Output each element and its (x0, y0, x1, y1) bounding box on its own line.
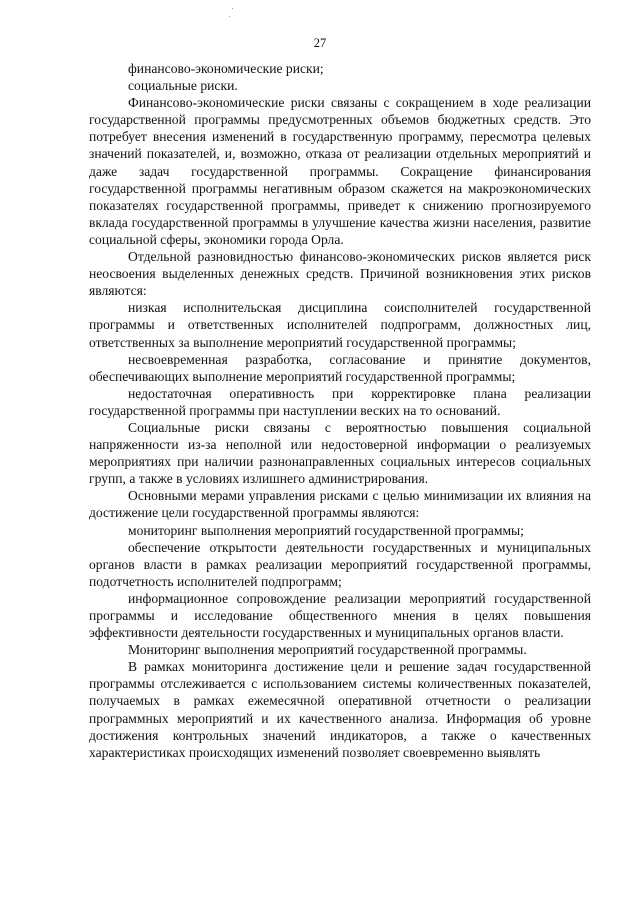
list-item-transparency: обеспечение открытости деятельности государственных и муниципальных органов власти в рамках реализации мероприятий государственной программы, подотчетность исполнителей подпрограмм; (89, 539, 591, 589)
list-item-insufficient-responsiveness: недостаточная оперативность при корректировке плана реализации государственной программы при наступлении веских на то оснований. (89, 385, 591, 418)
list-item-late-documents: несвоевременная разработка, согласование и принятие документов, обеспечивающих выполнение мероприятий государственной программы; (89, 351, 591, 384)
paragraph-monitoring-description: В рамках мониторинга достижение цели и решение задач государственной программы отслеживается с использованием системы количественных показателей, получаемых в рамках ежемесячной оперативной отчетности о реализации программных мероприятий и их качественного анализа. Информация об уровне достижения контрольных значений индикаторов, а также о качественных характеристиках происходящих изменений позволяет своевременно выявлять (89, 659, 591, 760)
document-body (89, 60, 591, 761)
paragraph-financial-risks-description: Финансово-экономические риски связаны с сокращением в ходе реализации государственной программы предусмотренных объемов бюджетных средств. Это потребует внесения изменений в государственную программу, пересмотра целевых значений показателей, и, возможно, отказа от реализации отдельных мероприятий и даже задач государственной программы. Сокращение финансирования государственной программы негативным образом скажется на макроэкономических показателях государственной программы, приведет к снижению прогнозируемого вклада государственной программы в улучшение качества жизни населения, развитие социальной сферы, экономики города Орла. (89, 95, 591, 247)
paragraph-risk-management-measures: Основными мерами управления рисками с целью минимизации их влияния на достижение цели государственной программы являются: (89, 488, 591, 521)
paragraph-monitoring-heading: Мониторинг выполнения мероприятий государственной программы. (128, 642, 527, 658)
list-item-monitoring: мониторинг выполнения мероприятий государственной программы; (128, 522, 524, 538)
paragraph-social-risks-description: Социальные риски связаны с вероятностью повышения социальной напряженности из-за неполной или недостоверной информации о реализуемых мероприятиях при наличии разнонаправленных социальных интересов социальных групп, а также в условиях излишнего администрирования. (89, 419, 591, 487)
scan-speck (232, 8, 233, 9)
paragraph-non-utilization-risk: Отдельной разновидностью финансово-экономических рисков является риск неосвоения выделенных денежных средств. Причиной возникновения этих рисков являются: (89, 249, 591, 299)
list-item-social-risks: социальные риски. (128, 78, 238, 94)
list-item-low-discipline: низкая исполнительская дисциплина соисполнителей государственной программы и ответственных исполнителей подпрограмм, должностных лиц, ответственных за выполнение мероприятий государственной программы; (89, 300, 591, 350)
list-item-financial-risks: финансово-экономические риски; (128, 61, 324, 76)
scan-speck (229, 16, 230, 17)
page-number: 27 (313, 36, 327, 50)
list-item-information-support: информационное сопровождение реализации мероприятий государственной программы и исследование общественного мнения в целях повышения эффективности деятельности государственных и муниципальных органов власти. (89, 590, 591, 641)
